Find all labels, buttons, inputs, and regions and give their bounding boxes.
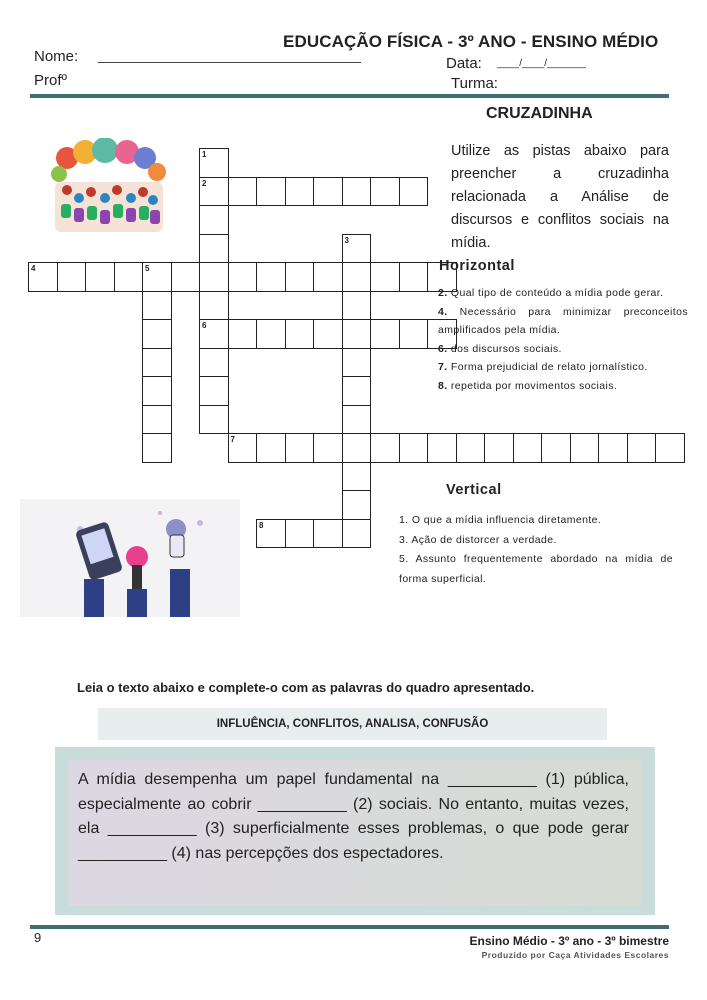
- clue-h4: 4. Necessário para minimizar preconceitos amplificados pela mídia.: [438, 305, 688, 336]
- crossword-cell[interactable]: [142, 319, 172, 349]
- horizontal-heading: Horizontal: [439, 258, 515, 274]
- crossword-cell[interactable]: [342, 433, 372, 463]
- crossword-cell[interactable]: [313, 519, 343, 549]
- crossword-cell[interactable]: [256, 433, 286, 463]
- clue-number: 1: [202, 150, 207, 159]
- clue-number: 8: [259, 520, 264, 530]
- footer-divider: [30, 925, 669, 929]
- crossword-cell[interactable]: [256, 519, 286, 549]
- clue-number: 2: [202, 178, 207, 188]
- clue-h2: 2. Qual tipo de conteúdo a mídia pode gerar.: [438, 287, 664, 299]
- crossword-cell[interactable]: [342, 262, 372, 292]
- crossword-cell[interactable]: [256, 177, 286, 207]
- clue-h7: 7. Forma prejudicial de relato jornalístico.: [438, 361, 648, 373]
- footer-credit: Produzido por Caça Atividades Escolares: [481, 950, 669, 960]
- crossword-cell[interactable]: [142, 433, 172, 463]
- crossword-cell[interactable]: [199, 291, 229, 321]
- crossword-cell[interactable]: [342, 234, 372, 264]
- crossword-cell[interactable]: [114, 262, 144, 292]
- crossword-cell[interactable]: [342, 177, 372, 207]
- clue-h6: 6. dos discursos sociais.: [438, 342, 562, 355]
- crossword-cell[interactable]: [142, 348, 172, 378]
- page-title: EDUCAÇÃO FÍSICA - 3º ANO - ENSINO MÉDIO: [283, 32, 659, 51]
- crossword-cell[interactable]: [285, 262, 315, 292]
- crossword-cell[interactable]: [399, 433, 429, 463]
- crossword-cell[interactable]: [342, 405, 372, 435]
- crossword-cell[interactable]: [370, 433, 400, 463]
- page-number: 9: [34, 930, 42, 945]
- name-label: Nome:: [34, 48, 79, 65]
- clue-v1: 1. O que a mídia influencia diretamente.: [399, 514, 602, 526]
- crossword-cell[interactable]: [199, 234, 229, 264]
- crossword-cell[interactable]: [655, 433, 685, 463]
- clue-v3: 3. Ação de distorcer a verdade.: [399, 533, 557, 546]
- crossword-cell[interactable]: [342, 348, 372, 378]
- word-bank: INFLUÊNCIA, CONFLITOS, ANALISA, CONFUSÃO: [98, 708, 607, 740]
- clue-number: 3: [344, 235, 349, 245]
- vertical-clues: [399, 511, 673, 589]
- crossword-cell[interactable]: [313, 319, 343, 349]
- crossword-intro: Utilize as pistas abaixo para preencher a cruzadinha relacionada a Análise de discursos e conflitos sociais na mídia.: [451, 143, 669, 251]
- crossword-cell[interactable]: [199, 376, 229, 406]
- crossword-title: CRUZADINHA: [486, 105, 593, 122]
- crossword-cell[interactable]: [513, 433, 543, 463]
- crossword-cell[interactable]: [285, 433, 315, 463]
- crossword-cell[interactable]: [199, 148, 229, 178]
- crossword-cell[interactable]: [256, 262, 286, 292]
- crossword-cell[interactable]: [399, 262, 429, 292]
- teacher-label: Profº: [34, 72, 67, 89]
- crossword-cell[interactable]: [370, 262, 400, 292]
- vertical-heading: Vertical: [446, 482, 502, 498]
- crossword-cell[interactable]: [228, 319, 258, 349]
- footer-course: Ensino Médio - 3º ano - 3º bimestre: [469, 934, 669, 948]
- crossword-cell[interactable]: [199, 319, 229, 349]
- clue-number: 4: [31, 264, 36, 273]
- crossword-cell[interactable]: [598, 433, 628, 463]
- class-label: Turma:: [451, 75, 498, 92]
- crossword-cell[interactable]: [456, 433, 486, 463]
- crossword-cell[interactable]: [199, 177, 229, 207]
- crossword-cell[interactable]: [342, 376, 372, 406]
- clue-number: 5: [145, 264, 150, 273]
- crossword-cell[interactable]: [228, 433, 258, 463]
- crossword-cell[interactable]: [199, 262, 229, 292]
- crossword-cell[interactable]: [256, 319, 286, 349]
- media-illustration: [20, 499, 240, 617]
- clue-number: 6: [202, 321, 207, 330]
- horizontal-clues: [438, 284, 688, 395]
- crossword-cell[interactable]: [228, 262, 258, 292]
- crossword-cell[interactable]: [342, 462, 372, 492]
- crossword-cell[interactable]: [285, 177, 315, 207]
- crossword-cell[interactable]: [228, 177, 258, 207]
- crossword-cell[interactable]: [370, 319, 400, 349]
- crossword-cell[interactable]: [570, 433, 600, 463]
- clue-h8: 8. repetida por movimentos sociais.: [438, 379, 618, 392]
- crossword-cell[interactable]: [199, 205, 229, 235]
- crossword-cell[interactable]: [199, 405, 229, 435]
- crossword-cell[interactable]: [57, 262, 87, 292]
- crossword-cell[interactable]: [171, 262, 201, 292]
- crossword-cell[interactable]: [28, 262, 58, 292]
- crossword-cell[interactable]: [142, 262, 172, 292]
- crossword-cell[interactable]: [627, 433, 657, 463]
- date-label: Data:: [446, 55, 482, 72]
- crossword-cell[interactable]: [342, 490, 372, 520]
- clue-v5: 5. Assunto frequentemente abordado na mídia de forma superficial.: [399, 553, 673, 585]
- crossword-cell[interactable]: [399, 177, 429, 207]
- crossword-cell[interactable]: [342, 519, 372, 549]
- crossword-cell[interactable]: [142, 291, 172, 321]
- crossword-cell[interactable]: [342, 319, 372, 349]
- crossword-cell[interactable]: [399, 319, 429, 349]
- crossword-cell[interactable]: [142, 405, 172, 435]
- fill-in-paragraph: A mídia desempenha um papel fundamental na __________ (1) pública, especialmente ao cobrir __________ (2) sociais. No entanto, muitas vezes, ela __________ (3) superficialmente esses problemas, o que pode gerar __________ (4) nas percepções dos espectadores.: [78, 771, 629, 862]
- crossword-cell[interactable]: [285, 319, 315, 349]
- crossword-cell[interactable]: [484, 433, 514, 463]
- crossword-cell[interactable]: [285, 519, 315, 549]
- crossword-cell[interactable]: [342, 291, 372, 321]
- crossword-cell[interactable]: [142, 376, 172, 406]
- crossword-cell[interactable]: [541, 433, 571, 463]
- exercise-instruction: Leia o texto abaixo e complete-o com as palavras do quadro apresentado.: [77, 680, 535, 695]
- clue-number: 7: [230, 435, 235, 444]
- crossword-cell[interactable]: [85, 262, 115, 292]
- date-field[interactable]: ____/____/_______: [497, 58, 586, 69]
- crossword-cell[interactable]: [313, 177, 343, 207]
- crossword-cell[interactable]: [427, 433, 457, 463]
- crossword-cell[interactable]: [313, 262, 343, 292]
- crossword-cell[interactable]: [199, 348, 229, 378]
- crossword-cell[interactable]: [313, 433, 343, 463]
- crossword-cell[interactable]: [370, 177, 400, 207]
